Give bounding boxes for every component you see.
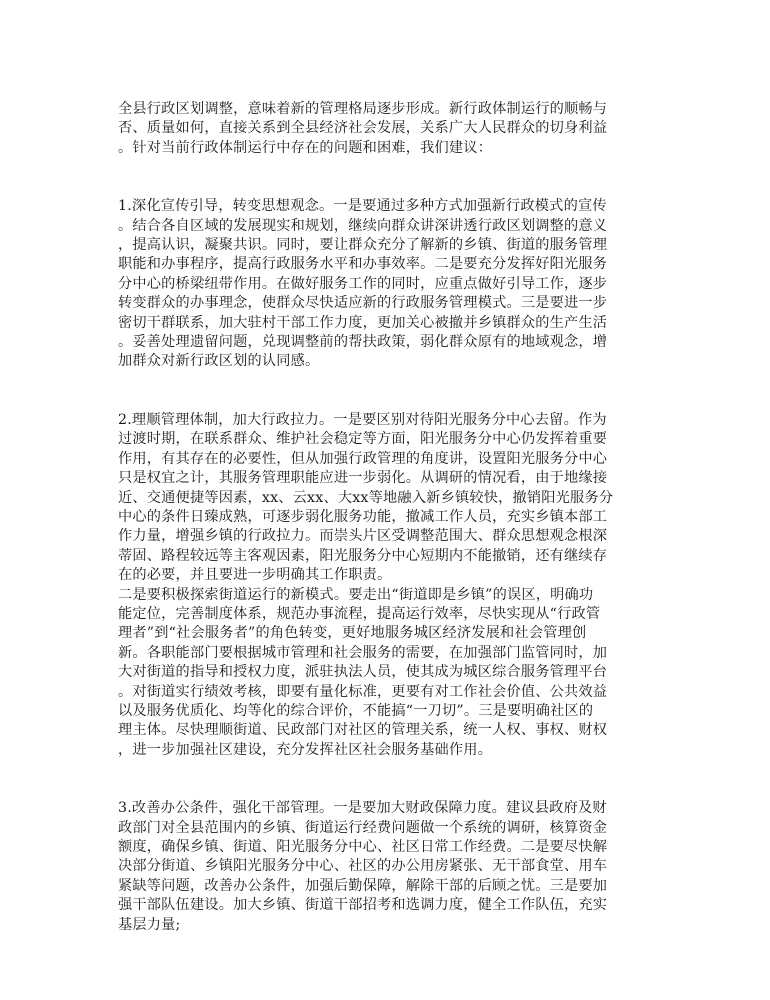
recommendation-2-paragraph: 2.理顺管理体制，加大行政拉力。一是要区别对待阳光服务分中心去留。作为 过渡时期，在联系群众、维护社会稳定等方面，阳光服务分中心仍发挥着重要 作用，有其存在的必要性，但从加强行政管理的角度讲，设置阳光服务分中心 只是权宜之计，其服务管理职能应进一步弱化。从调研的情况看，由于地缘接 近、交通便捷等因素，xx、云xx、大xx等地融入新乡镇较快，撤销阳光服务分 中心的条件日臻成熟，可逐步弱化服务功能，撤减工作人员，充实乡镇本部工 作力量，增强乡镇的行政拉力。而崇头片区受调整范围大、群众思想观念根深 蒂固、路程较远等主客观因素，阳光服务分中心短期内不能撤销，还有继续存 在的必要，并且要进一步明确其工作职责。: [118, 411, 614, 584]
recommendation-3-paragraph: 3.改善办公条件，强化干部管理。一是要加大财政保障力度。建议县政府及财 政部门对全县范围内的乡镇、街道运行经费问题做一个系统的调研，核算资金 额度，确保乡镇、街道、阳光服务分中心、社区日常工作经费。二是要尽快解 决部分街道、乡镇阳光服务分中心、社区的办公用房紧张、无干部食堂、用车 紧缺等问题，改善办公条件，加强后勤保障，解除干部的后顾之忧。三是要加 强干部队伍建设。加大乡镇、街道干部招考和选调力度，健全工作队伍，充实 基层力量;: [118, 800, 608, 933]
recommendation-2b-paragraph: 二是要积极探索街道运行的新模式。要走出“街道即是乡镇”的误区，明确功 能定位，完善制度体系，规范办事流程，提高运行效率，尽快实现从“行政管 理者”到“社会服务者”的角色转变，更好地服务城区经济发展和社会管理创 新。各职能部门要根据城市管理和社会服务的需要，在加强部门监管同时，加 大对街道的指导和授权力度，派驻执法人员，使其成为城区综合服务管理平台 。对街道实行绩效考核，即要有量化标准，更要有对工作社会价值、公共效益 以及服务优质化、均等化的综合评价，不能搞“一刀切”。三是要明确社区的 理主体。尽快理顺街道、民政部门对社区的管理关系，统一人权、事权、财权 ，进一步加强社区建设，充分发挥社区社会服务基础作用。: [118, 586, 608, 758]
intro-paragraph: 全县行政区划调整，意味着新的管理格局逐步形成。新行政体制运行的顺畅与 否、质量如何，直接关系到全县经济社会发展，关系广大人民群众的切身利益 。针对当前行政体制运行中存在的问题和困难，我们建议：: [118, 101, 608, 156]
recommendation-1-paragraph: 1.深化宣传引导，转变思想观念。一是要通过多种方式加强新行政模式的宣传 。结合各自区域的发展现实和规划，继续向群众讲深讲透行政区划调整的意义 ，提高认识，凝聚共识。同时，要让群众充分了解新的乡镇、街道的服务管理 职能和办事程序，提高行政服务水平和办事效率。二是要充分发挥好阳光服务 分中心的桥梁纽带作用。在做好服务工作的同时，应重点做好引导工作，逐步 转变群众的办事理念，使群众尽快适应新的行政服务管理模式。三是要进一步 密切干群联系，加大驻村干部工作力度，更加关心被撤并乡镇群众的生产生活 。妥善处理遗留问题，兑现调整前的帮扶政策，弱化群众原有的地域观念，增 加群众对新行政区划的认同感。: [118, 198, 608, 370]
document-page: [118, 100, 678, 935]
